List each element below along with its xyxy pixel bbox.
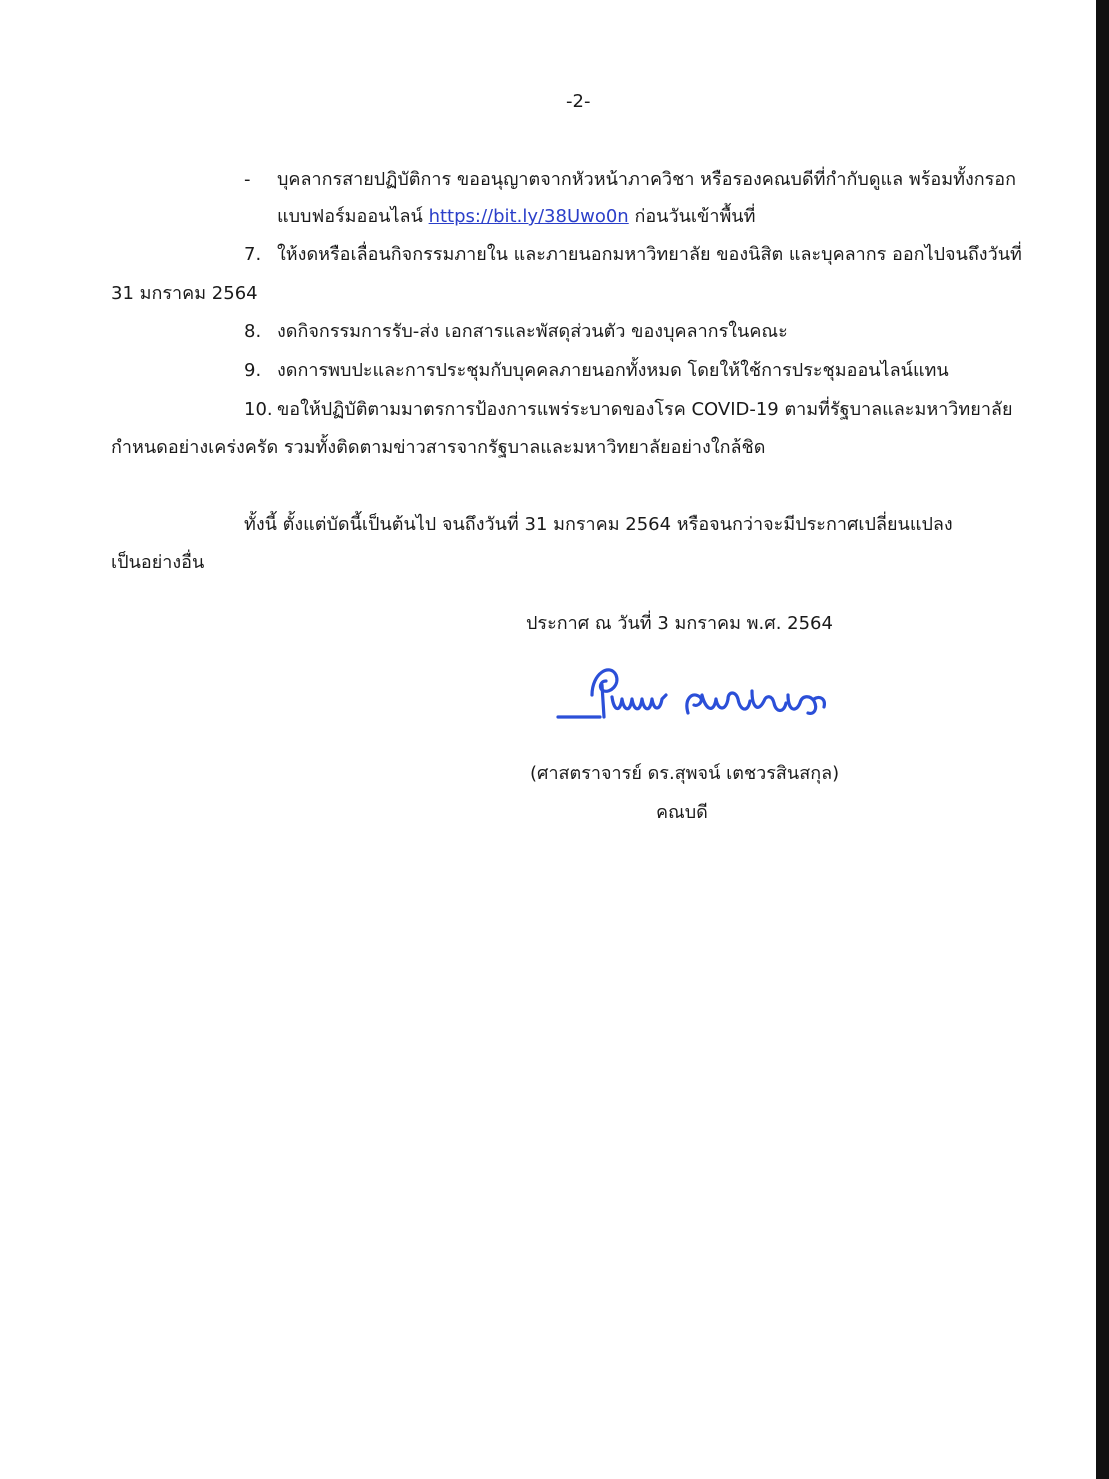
item-7-line-1: ให้งดหรือเลื่อนกิจกรรมภายใน และภายนอกมหาวิทยาลัย ของนิสิต และบุคลากร ออกไปจนถึงวันที่ <box>277 244 1022 265</box>
page-number: -2- <box>566 91 591 112</box>
signature-image <box>552 655 832 727</box>
item-10-line-1: ขอให้ปฏิบัติตามมาตรการป้องการแพร่ระบาดของโรค COVID-19 ตามที่รัฐบาลและมหาวิทยาลัย <box>277 399 1013 420</box>
bullet-marker: - <box>244 169 251 190</box>
item-9-text: งดการพบปะและการประชุมกับบุคคลภายนอกทั้งหมด โดยให้ใช้การประชุมออนไลน์แทน <box>277 360 949 381</box>
effective-line-1: ทั้งนี้ ตั้งแต่บัดนี้เป็นต้นไป จนถึงวันที่ 31 มกราคม 2564 หรือจนกว่าจะมีประกาศเปลี่ยนแปลง <box>244 514 953 535</box>
announcement-date: ประกาศ ณ วันที่ 3 มกราคม พ.ศ. 2564 <box>526 613 833 634</box>
online-form-link[interactable]: https://bit.ly/38Uwo0n <box>428 206 629 227</box>
effective-line-2: เป็นอย่างอื่น <box>111 552 205 573</box>
item-10-number: 10. <box>244 399 273 420</box>
item-9-number: 9. <box>244 360 262 381</box>
bullet-line-1: บุคลากรสายปฏิบัติการ ขออนุญาตจากหัวหน้าภาควิชา หรือรองคณบดีที่กำกับดูแล พร้อมทั้งกรอก <box>277 169 1017 190</box>
signer-title: คณบดี <box>656 802 708 823</box>
item-10-line-2: กำหนดอย่างเคร่งครัด รวมทั้งติดตามข่าวสารจากรัฐบาลและมหาวิทยาลัยอย่างใกล้ชิด <box>111 437 766 458</box>
item-7-number: 7. <box>244 244 262 265</box>
bullet-line-2 <box>277 205 755 229</box>
page-edge <box>1096 0 1109 1479</box>
item-8-text: งดกิจกรรมการรับ-ส่ง เอกสารและพัสดุส่วนตัว ของบุคลากรในคณะ <box>277 321 788 342</box>
bullet-line-2-suffix: ก่อนวันเข้าพื้นที่ <box>634 206 756 227</box>
bullet-line-2-prefix: แบบฟอร์มออนไลน์ <box>277 206 423 227</box>
item-8-number: 8. <box>244 321 262 342</box>
signer-name: (ศาสตราจารย์ ดร.สุพจน์ เตชวรสินสกุล) <box>530 763 840 784</box>
item-7-line-2: 31 มกราคม 2564 <box>111 283 258 304</box>
